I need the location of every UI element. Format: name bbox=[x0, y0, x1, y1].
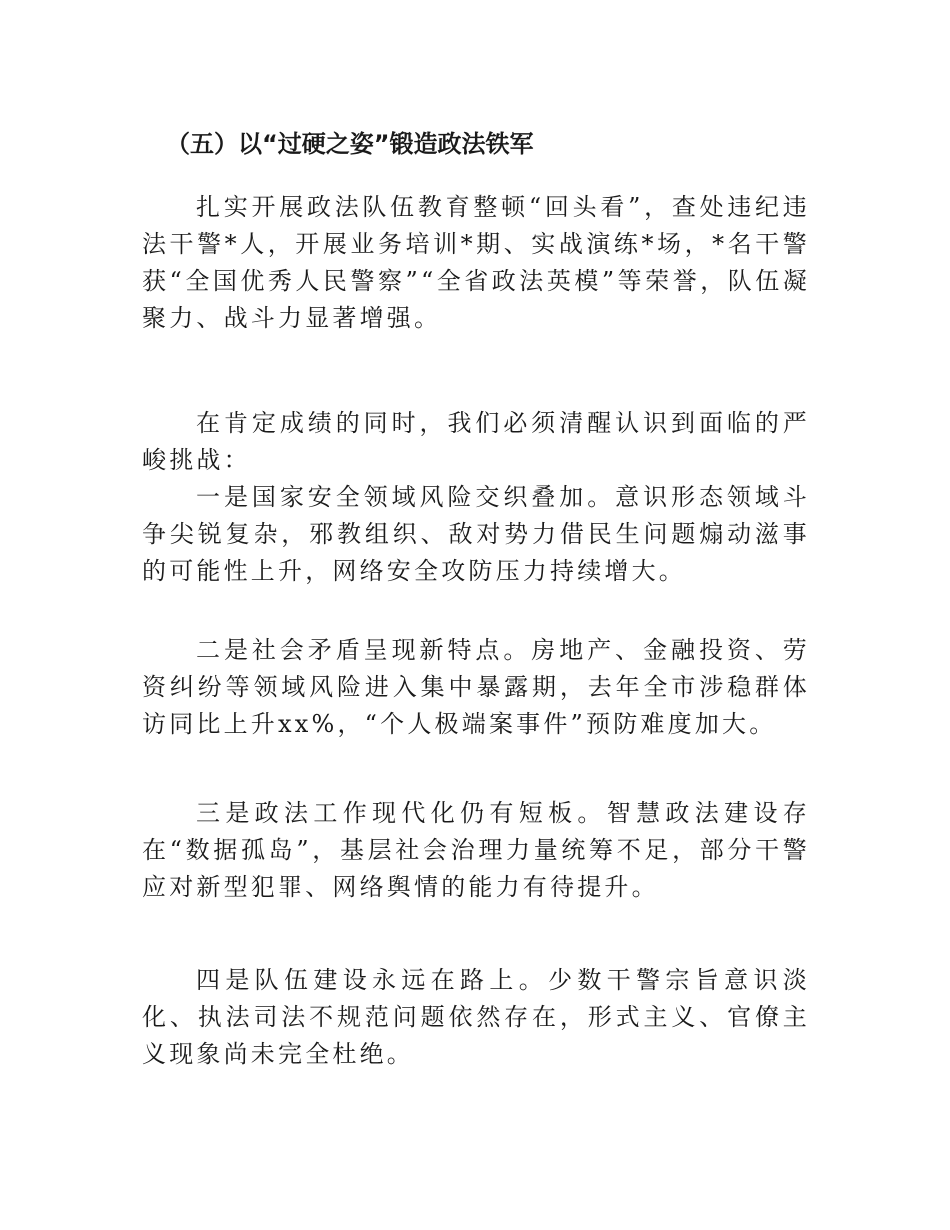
paragraph-challenge-modernization: 三是政法工作现代化仍有短板。智慧政法建设存在“数据孤岛”，基层社会治理力量统筹不足，部分干警应对新型犯罪、网络舆情的能力有待提升。 bbox=[142, 799, 810, 901]
paragraph-challenges-intro: 在肯定成绩的同时，我们必须清醒认识到面临的严峻挑战： bbox=[142, 409, 810, 474]
paragraph-team-building: 扎实开展政法队伍教育整顿“回头看”，查处违纪违法干警*人，开展业务培训*期、实战演练*场，*名干警获“全国优秀人民警察”“全省政法英模”等荣誉，队伍凝聚力、战斗力显著增强。 bbox=[142, 193, 810, 332]
section-heading: （五）以“过硬之姿”锻造政法铁军 bbox=[166, 130, 534, 158]
paragraph-challenge-social-conflict: 二是社会矛盾呈现新特点。房地产、金融投资、劳资纠纷等领域风险进入集中暴露期，去年全市涉稳群体访同比上升xx%，“个人极端案事件”预防难度加大。 bbox=[142, 636, 810, 738]
paragraph-challenge-team-construction: 四是队伍建设永远在路上。少数干警宗旨意识淡化、执法司法不规范问题依然存在，形式主义、官僚主义现象尚未完全杜绝。 bbox=[142, 966, 810, 1068]
paragraph-challenge-national-security: 一是国家安全领域风险交织叠加。意识形态领域斗争尖锐复杂，邪教组织、敌对势力借民生问题煽动滋事的可能性上升，网络安全攻防压力持续增大。 bbox=[142, 483, 810, 585]
